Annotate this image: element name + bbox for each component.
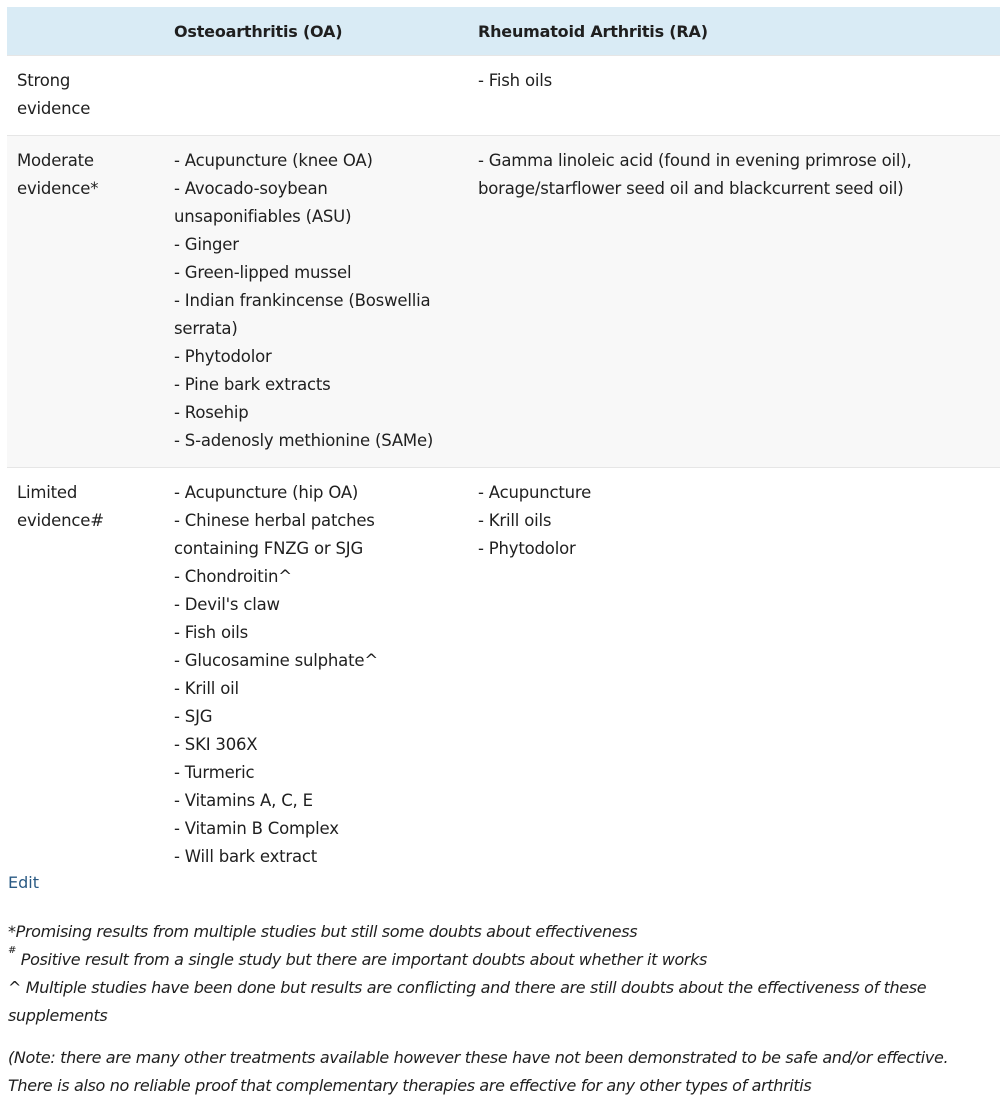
list-item: - Acupuncture (knee OA) — [174, 151, 373, 170]
ra-cell — [458, 136, 1000, 468]
footnotes — [8, 918, 993, 1100]
table-row-limited — [7, 468, 1000, 884]
row-label — [7, 56, 154, 136]
header-ra: Rheumatoid Arthritis (RA) — [458, 7, 1000, 56]
row-label-text: Strong evidence — [17, 71, 91, 118]
row-label — [7, 136, 154, 468]
note-paragraph: (Note: there are many other treatments available however these have not been demonstrated to be safe and/or effective. There is also no reliable proof that complementary therapies are effective for any other types of arthritis — [8, 1048, 949, 1095]
list-item: - Acupuncture (hip OA) — [174, 483, 359, 502]
footnote-moderate: *Promising results from multiple studies but still some doubts about effectiveness — [8, 922, 638, 941]
row-label-text: Moderate evidence* — [17, 151, 99, 198]
list-item: - Chondroitin^ — [174, 567, 292, 586]
list-item: - Vitamin B Complex — [174, 819, 339, 838]
list-item: - S-adenosly methionine (SAMe) — [174, 431, 434, 450]
list-item: - Indian frankincense (Boswellia serrata) — [174, 291, 431, 338]
list-item: - Fish oils — [478, 71, 553, 90]
edit-link[interactable]: Edit — [8, 873, 39, 892]
list-item: - Krill oil — [174, 679, 239, 698]
ra-cell — [458, 56, 1000, 136]
list-item: - Turmeric — [174, 763, 255, 782]
list-item: - Green-lipped mussel — [174, 263, 352, 282]
list-item: - SJG — [174, 707, 213, 726]
oa-cell — [154, 468, 458, 884]
evidence-table — [7, 7, 1000, 883]
list-item: - Phytodolor — [478, 539, 576, 558]
list-item: - Glucosamine sulphate^ — [174, 651, 378, 670]
list-item: - Acupuncture — [478, 483, 592, 502]
header-oa: Osteoarthritis (OA) — [154, 7, 458, 56]
row-label-text: Limited evidence# — [17, 483, 104, 530]
footnote-limited-text: Positive result from a single study but there are important doubts about whether it works — [16, 950, 708, 969]
list-item: - Phytodolor — [174, 347, 272, 366]
list-item: - SKI 306X — [174, 735, 258, 754]
table-row-moderate — [7, 136, 1000, 468]
footnote-limited-mark: # — [8, 945, 17, 956]
list-item: - Krill oils — [478, 511, 552, 530]
list-item: - Gamma linoleic acid (found in evening primrose oil), borage/starflower seed oil and blackcurrent seed oil) — [478, 151, 912, 198]
ra-cell — [458, 468, 1000, 884]
list-item: - Fish oils — [174, 623, 249, 642]
oa-cell — [154, 56, 458, 136]
list-item: - Devil's claw — [174, 595, 280, 614]
header-empty — [7, 7, 154, 56]
oa-cell — [154, 136, 458, 468]
list-item: - Pine bark extracts — [174, 375, 331, 394]
list-item: - Will bark extract — [174, 847, 318, 866]
list-item: - Rosehip — [174, 403, 249, 422]
row-label — [7, 468, 154, 884]
footnote-conflicting: ^ Multiple studies have been done but results are conflicting and there are still doubts about the effectiveness of these supplements — [8, 978, 927, 1025]
table-header-row — [7, 7, 1000, 56]
footnote-limited — [8, 946, 993, 974]
table-row-strong — [7, 56, 1000, 136]
list-item: - Vitamins A, C, E — [174, 791, 313, 810]
list-item: - Avocado-soybean unsaponifiables (ASU) — [174, 179, 352, 226]
list-item: - Ginger — [174, 235, 239, 254]
list-item: - Chinese herbal patches containing FNZG or SJG — [174, 511, 375, 558]
